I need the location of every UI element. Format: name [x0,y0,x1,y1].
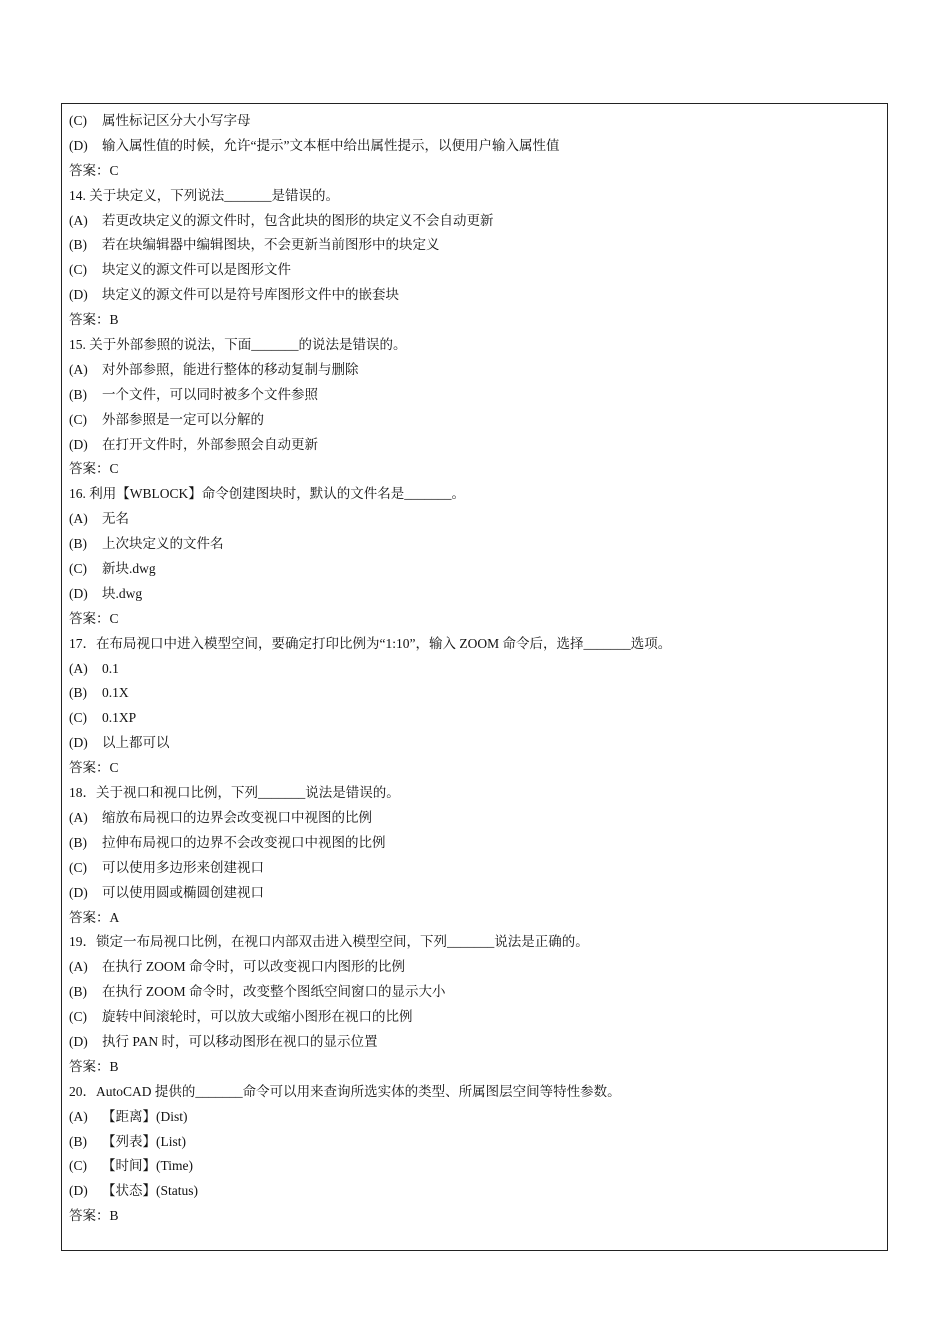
option-label: (C) [69,411,87,427]
option-label: (D) [69,1033,88,1049]
option-label: (D) [69,1183,88,1199]
option-label: (B) [69,536,87,552]
document-frame [61,103,888,1251]
option-text: 0.1 [102,660,119,676]
option-text: 若更改块定义的源文件时，包含此块的图形的块定义不会自动更新 [102,212,494,228]
option-line [69,109,881,134]
answer-line: 答案：C [69,760,119,776]
option-line [69,582,881,607]
option-line [69,408,881,433]
option-line [69,731,881,756]
option-line [69,209,881,234]
option-text: 无名 [102,511,129,527]
option-label: (D) [69,436,88,452]
option-label: (A) [69,212,88,228]
option-line [69,831,881,856]
option-line [69,532,881,557]
option-line [69,433,881,458]
option-label: (A) [69,511,88,527]
option-line [69,980,881,1005]
option-label: (D) [69,287,88,303]
option-label: (C) [69,262,87,278]
option-text: 新块.dwg [102,561,156,577]
option-label: (B) [69,984,87,1000]
answer-line: 答案：B [69,1208,119,1224]
option-label: (C) [69,1158,87,1174]
option-label: (A) [69,361,88,377]
option-line [69,507,881,532]
option-label: (A) [69,809,88,825]
answer-line: 答案：A [69,909,120,925]
option-label: (C) [69,859,87,875]
question-line: 16. 利用【WBLOCK】命令创建图块时，默认的文件名是_______。 [69,486,465,502]
answer-line: 答案：C [69,610,119,626]
option-line [69,706,881,731]
option-label: (C) [69,561,87,577]
option-line [69,233,881,258]
option-line [69,283,881,308]
option-line [69,955,881,980]
option-text: 【状态】(Status) [102,1183,198,1199]
option-line [69,681,881,706]
option-line [69,1030,881,1055]
option-text: 属性标记区分大小写字母 [102,113,251,128]
option-text: 在执行 ZOOM 命令时，可以改变视口内图形的比例 [102,959,405,975]
option-line [69,383,881,408]
option-text: 上次块定义的文件名 [102,536,224,552]
option-label: (D) [69,884,88,900]
option-text: 【列表】(List) [102,1133,186,1149]
option-text: 0.1X [102,685,129,701]
option-text: 输入属性值的时候，允许“提示”文本框中给出属性提示，以便用户输入属性值 [102,137,560,153]
option-text: 【时间】(Time) [102,1158,194,1174]
option-line [69,856,881,881]
option-text: 对外部参照，能进行整体的移动复制与删除 [102,361,359,377]
question-line: 14. 关于块定义，下列说法_______是错误的。 [69,187,339,203]
option-label: (D) [69,137,88,153]
option-label: (C) [69,1009,87,1025]
answer-line: 答案：C [69,461,119,477]
option-line [69,881,881,906]
option-text: 旋转中间滚轮时，可以放大或缩小图形在视口的比例 [102,1009,413,1025]
option-label: (B) [69,386,87,402]
option-text: 一个文件，可以同时被多个文件参照 [102,386,318,402]
option-text: 在打开文件时，外部参照会自动更新 [102,436,318,452]
option-line [69,134,881,159]
option-text: 可以使用圆或椭圆创建视口 [102,884,264,900]
option-line [69,1179,881,1204]
option-label: (B) [69,834,87,850]
option-label: (C) [69,710,87,726]
option-label: (B) [69,237,87,253]
answer-line: 答案：B [69,1058,119,1074]
option-text: 执行 PAN 时，可以移动图形在视口的显示位置 [102,1033,378,1049]
option-text: 缩放布局视口的边界会改变视口中视图的比例 [102,809,372,825]
option-text: 在执行 ZOOM 命令时，改变整个图纸空间窗口的显示大小 [102,984,446,1000]
option-line [69,1154,881,1179]
question-list [69,109,881,1229]
option-line [69,358,881,383]
option-line [69,1005,881,1030]
option-label: (B) [69,1133,87,1149]
option-text: 0.1XP [102,710,137,726]
question-line: 18．关于视口和视口比例，下列_______说法是错误的。 [69,785,400,801]
option-label: (A) [69,959,88,975]
option-text: 以上都可以 [102,735,170,751]
option-label: (D) [69,585,88,601]
option-line [69,258,881,283]
option-line [69,1130,881,1155]
option-text: 块.dwg [102,585,143,601]
option-label: (A) [69,1108,88,1124]
option-text: 块定义的源文件可以是图形文件 [102,262,291,278]
option-label: (C) [69,113,87,128]
option-line [69,1105,881,1130]
question-line: 15. 关于外部参照的说法，下面_______的说法是错误的。 [69,337,407,353]
option-label: (A) [69,660,88,676]
option-text: 若在块编辑器中编辑图块，不会更新当前图形中的块定义 [102,237,440,253]
option-line [69,806,881,831]
option-label: (B) [69,685,87,701]
question-line: 17．在布局视口中进入模型空间，要确定打印比例为“1:10”，输入 ZOOM 命令后，选择_______选项。 [69,635,672,651]
option-label: (D) [69,735,88,751]
answer-line: 答案：B [69,312,119,328]
question-line: 19．锁定一布局视口比例，在视口内部双击进入模型空间，下列_______说法是正确的。 [69,934,589,950]
option-line [69,557,881,582]
option-text: 块定义的源文件可以是符号库图形文件中的嵌套块 [102,287,399,303]
answer-line: 答案：C [69,162,119,178]
option-text: 外部参照是一定可以分解的 [102,411,264,427]
option-text: 拉伸布局视口的边界不会改变视口中视图的比例 [102,834,386,850]
option-text: 可以使用多边形来创建视口 [102,859,264,875]
option-line [69,657,881,682]
question-line: 20．AutoCAD 提供的_______命令可以用来查询所选实体的类型、所属图层空间等特性参数。 [69,1083,621,1099]
option-text: 【距离】(Dist) [102,1108,188,1124]
